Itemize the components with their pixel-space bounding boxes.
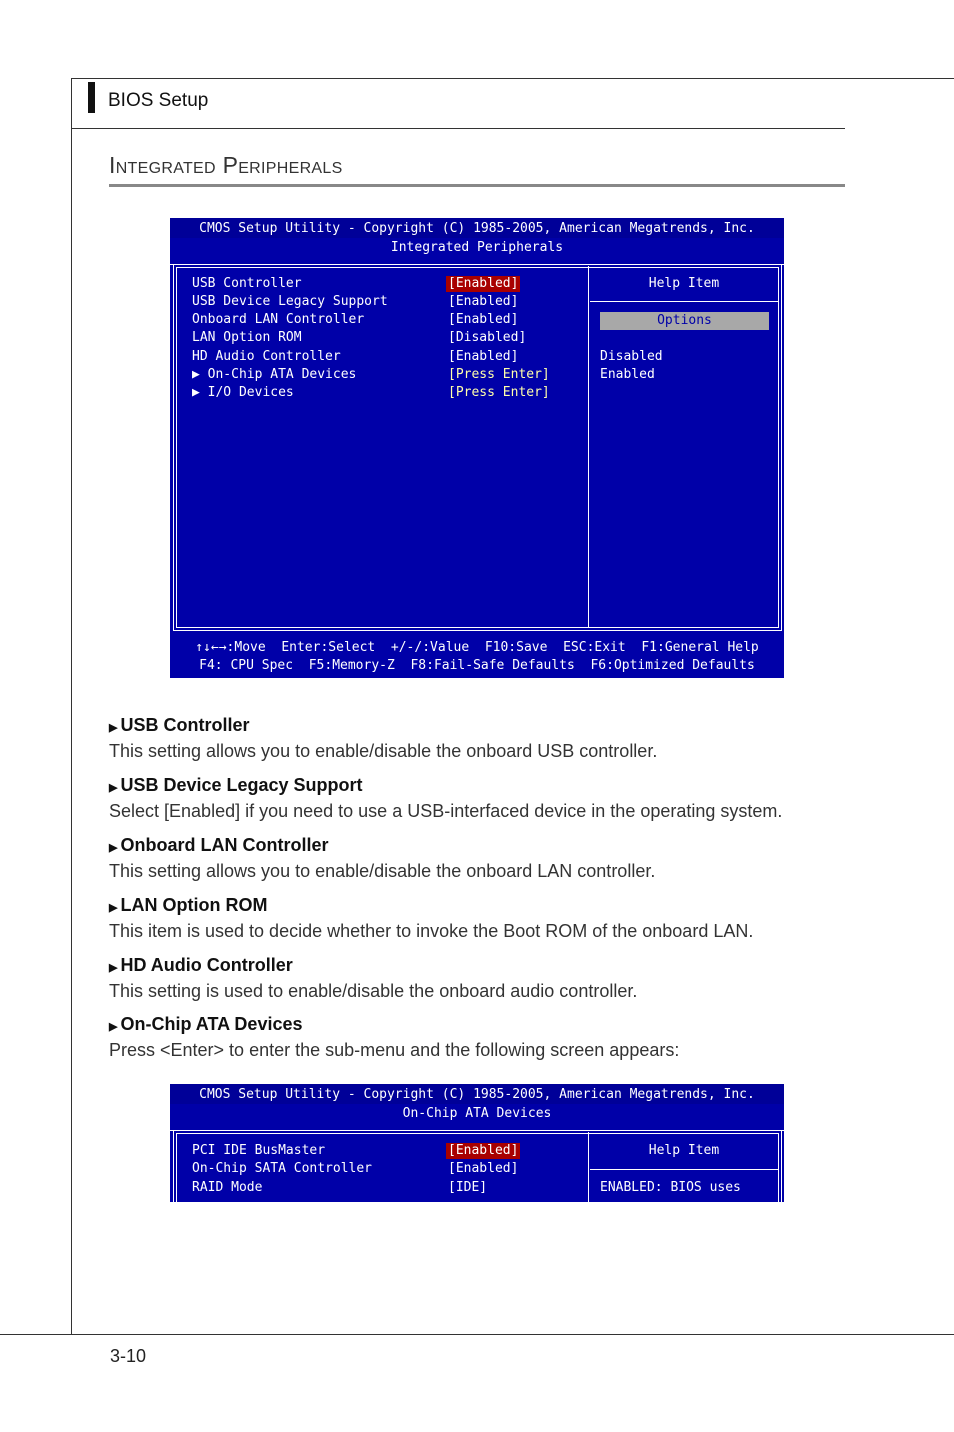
bios-header — [170, 1084, 784, 1131]
bios-item-io-devices[interactable]: ▶ I/O Devices — [192, 385, 294, 400]
desc-title-hd-audio — [109, 954, 849, 976]
bios-help-rule — [590, 1169, 778, 1170]
desc-title-text: On-Chip ATA Devices — [120, 1014, 303, 1034]
page-left-rule — [71, 78, 72, 1335]
bios-copyright: CMOS Setup Utility - Copyright (C) 1985-2005, American Megatrends, Inc. — [170, 1084, 784, 1104]
bios-help-title: Help Item — [648, 1143, 720, 1158]
page-number: 3-10 — [110, 1346, 147, 1366]
bios-footer-keys-2: F4: CPU Spec F5:Memory-Z F8:Fail-Safe Defaults F6:Optimized Defaults — [199, 658, 755, 673]
desc-usb-legacy — [109, 774, 849, 822]
bios-panel-divider — [588, 1132, 589, 1202]
bios-value-pci-ide-busmaster[interactable]: [Enabled] — [448, 1143, 519, 1158]
bullet-triangle-icon: ▶ — [109, 902, 118, 914]
bios-copyright: CMOS Setup Utility - Copyright (C) 1985-2005, American Megatrends, Inc. — [170, 218, 784, 238]
header-bottom-rule — [71, 128, 845, 129]
bios-help-text: ENABLED: BIOS uses — [600, 1180, 741, 1195]
bios-value-onboard-lan[interactable]: [Enabled] — [448, 312, 519, 327]
bios-header — [170, 218, 784, 265]
bios-option-enabled[interactable]: Enabled — [600, 367, 655, 382]
bios-footer-keys-1: ↑↓←→:Move Enter:Select +/-/:Value F10:Save ESC:Exit F1:General Help — [195, 640, 759, 655]
bios-value-raid-mode[interactable]: [IDE] — [448, 1180, 488, 1195]
bios-value-usb-legacy[interactable]: [Enabled] — [448, 294, 519, 309]
bios-item-raid-mode[interactable]: RAID Mode — [192, 1180, 263, 1195]
section-title-rule — [109, 184, 845, 187]
desc-hd-audio — [109, 954, 849, 1002]
desc-text-usb-legacy: Select [Enabled] if you need to use a USB-interfaced device in the operating system. — [109, 801, 783, 821]
desc-title-usb-legacy — [109, 774, 849, 796]
bios-item-onchip-sata[interactable]: On-Chip SATA Controller — [192, 1161, 373, 1176]
bios-screen-title: Integrated Peripherals — [390, 240, 564, 255]
bios-panel-divider — [588, 266, 589, 628]
desc-title-text: Onboard LAN Controller — [120, 835, 329, 855]
bios-screen-integrated-peripherals — [170, 218, 784, 678]
running-header: BIOS Setup — [108, 90, 209, 111]
bios-item-usb-controller[interactable]: USB Controller — [192, 276, 302, 291]
desc-text-lan-option-rom: This item is used to decide whether to invoke the Boot ROM of the onboard LAN. — [109, 921, 754, 941]
desc-onboard-lan — [109, 834, 849, 882]
bullet-triangle-icon: ▶ — [109, 722, 118, 734]
bios-options-header: Options — [600, 312, 769, 330]
bullet-triangle-icon: ▶ — [109, 782, 118, 794]
desc-text-hd-audio: This setting is used to enable/disable the onboard audio controller. — [109, 981, 638, 1001]
bios-option-disabled[interactable]: Disabled — [600, 349, 663, 364]
desc-title-text: LAN Option ROM — [120, 895, 268, 915]
bios-item-lan-option-rom[interactable]: LAN Option ROM — [192, 330, 302, 345]
desc-onchip-ata — [109, 1013, 849, 1061]
bios-item-onchip-ata[interactable]: ▶ On-Chip ATA Devices — [192, 367, 357, 382]
desc-lan-option-rom — [109, 894, 849, 942]
bios-value-onchip-ata[interactable]: [Press Enter] — [448, 367, 550, 382]
bios-item-pci-ide-busmaster[interactable]: PCI IDE BusMaster — [192, 1143, 326, 1158]
desc-title-text: USB Controller — [120, 715, 250, 735]
header-marker-bar — [88, 82, 95, 113]
header-top-rule — [71, 78, 954, 79]
bios-value-onchip-sata[interactable]: [Enabled] — [448, 1161, 519, 1176]
desc-usb-controller — [109, 714, 849, 762]
bios-item-hd-audio[interactable]: HD Audio Controller — [192, 349, 341, 364]
desc-text-onboard-lan: This setting allows you to enable/disable the onboard LAN controller. — [109, 861, 656, 881]
desc-title-lan-option-rom — [109, 894, 849, 916]
bios-screen-title: On-Chip ATA Devices — [402, 1106, 552, 1121]
bios-item-onboard-lan[interactable]: Onboard LAN Controller — [192, 312, 365, 327]
bios-value-hd-audio[interactable]: [Enabled] — [448, 349, 519, 364]
section-title: Integrated Peripherals — [109, 152, 343, 178]
desc-title-usb-controller — [109, 714, 849, 736]
bullet-triangle-icon: ▶ — [109, 1021, 118, 1033]
footer-rule — [0, 1334, 954, 1335]
bios-help-title: Help Item — [648, 276, 720, 291]
bios-screen-onchip-ata — [170, 1084, 784, 1202]
desc-text-usb-controller: This setting allows you to enable/disable the onboard USB controller. — [109, 741, 658, 761]
bios-value-io-devices[interactable]: [Press Enter] — [448, 385, 550, 400]
bios-help-rule — [590, 301, 778, 302]
desc-title-onchip-ata — [109, 1013, 849, 1035]
desc-title-text: USB Device Legacy Support — [120, 775, 363, 795]
desc-text-onchip-ata: Press <Enter> to enter the sub-menu and the following screen appears: — [109, 1040, 680, 1060]
bios-value-lan-option-rom[interactable]: [Disabled] — [448, 330, 527, 345]
desc-title-text: HD Audio Controller — [120, 955, 293, 975]
bios-item-usb-legacy[interactable]: USB Device Legacy Support — [192, 294, 388, 309]
bullet-triangle-icon: ▶ — [109, 842, 118, 854]
bullet-triangle-icon: ▶ — [109, 962, 118, 974]
bios-value-usb-controller[interactable]: [Enabled] — [448, 276, 519, 291]
desc-title-onboard-lan — [109, 834, 849, 856]
